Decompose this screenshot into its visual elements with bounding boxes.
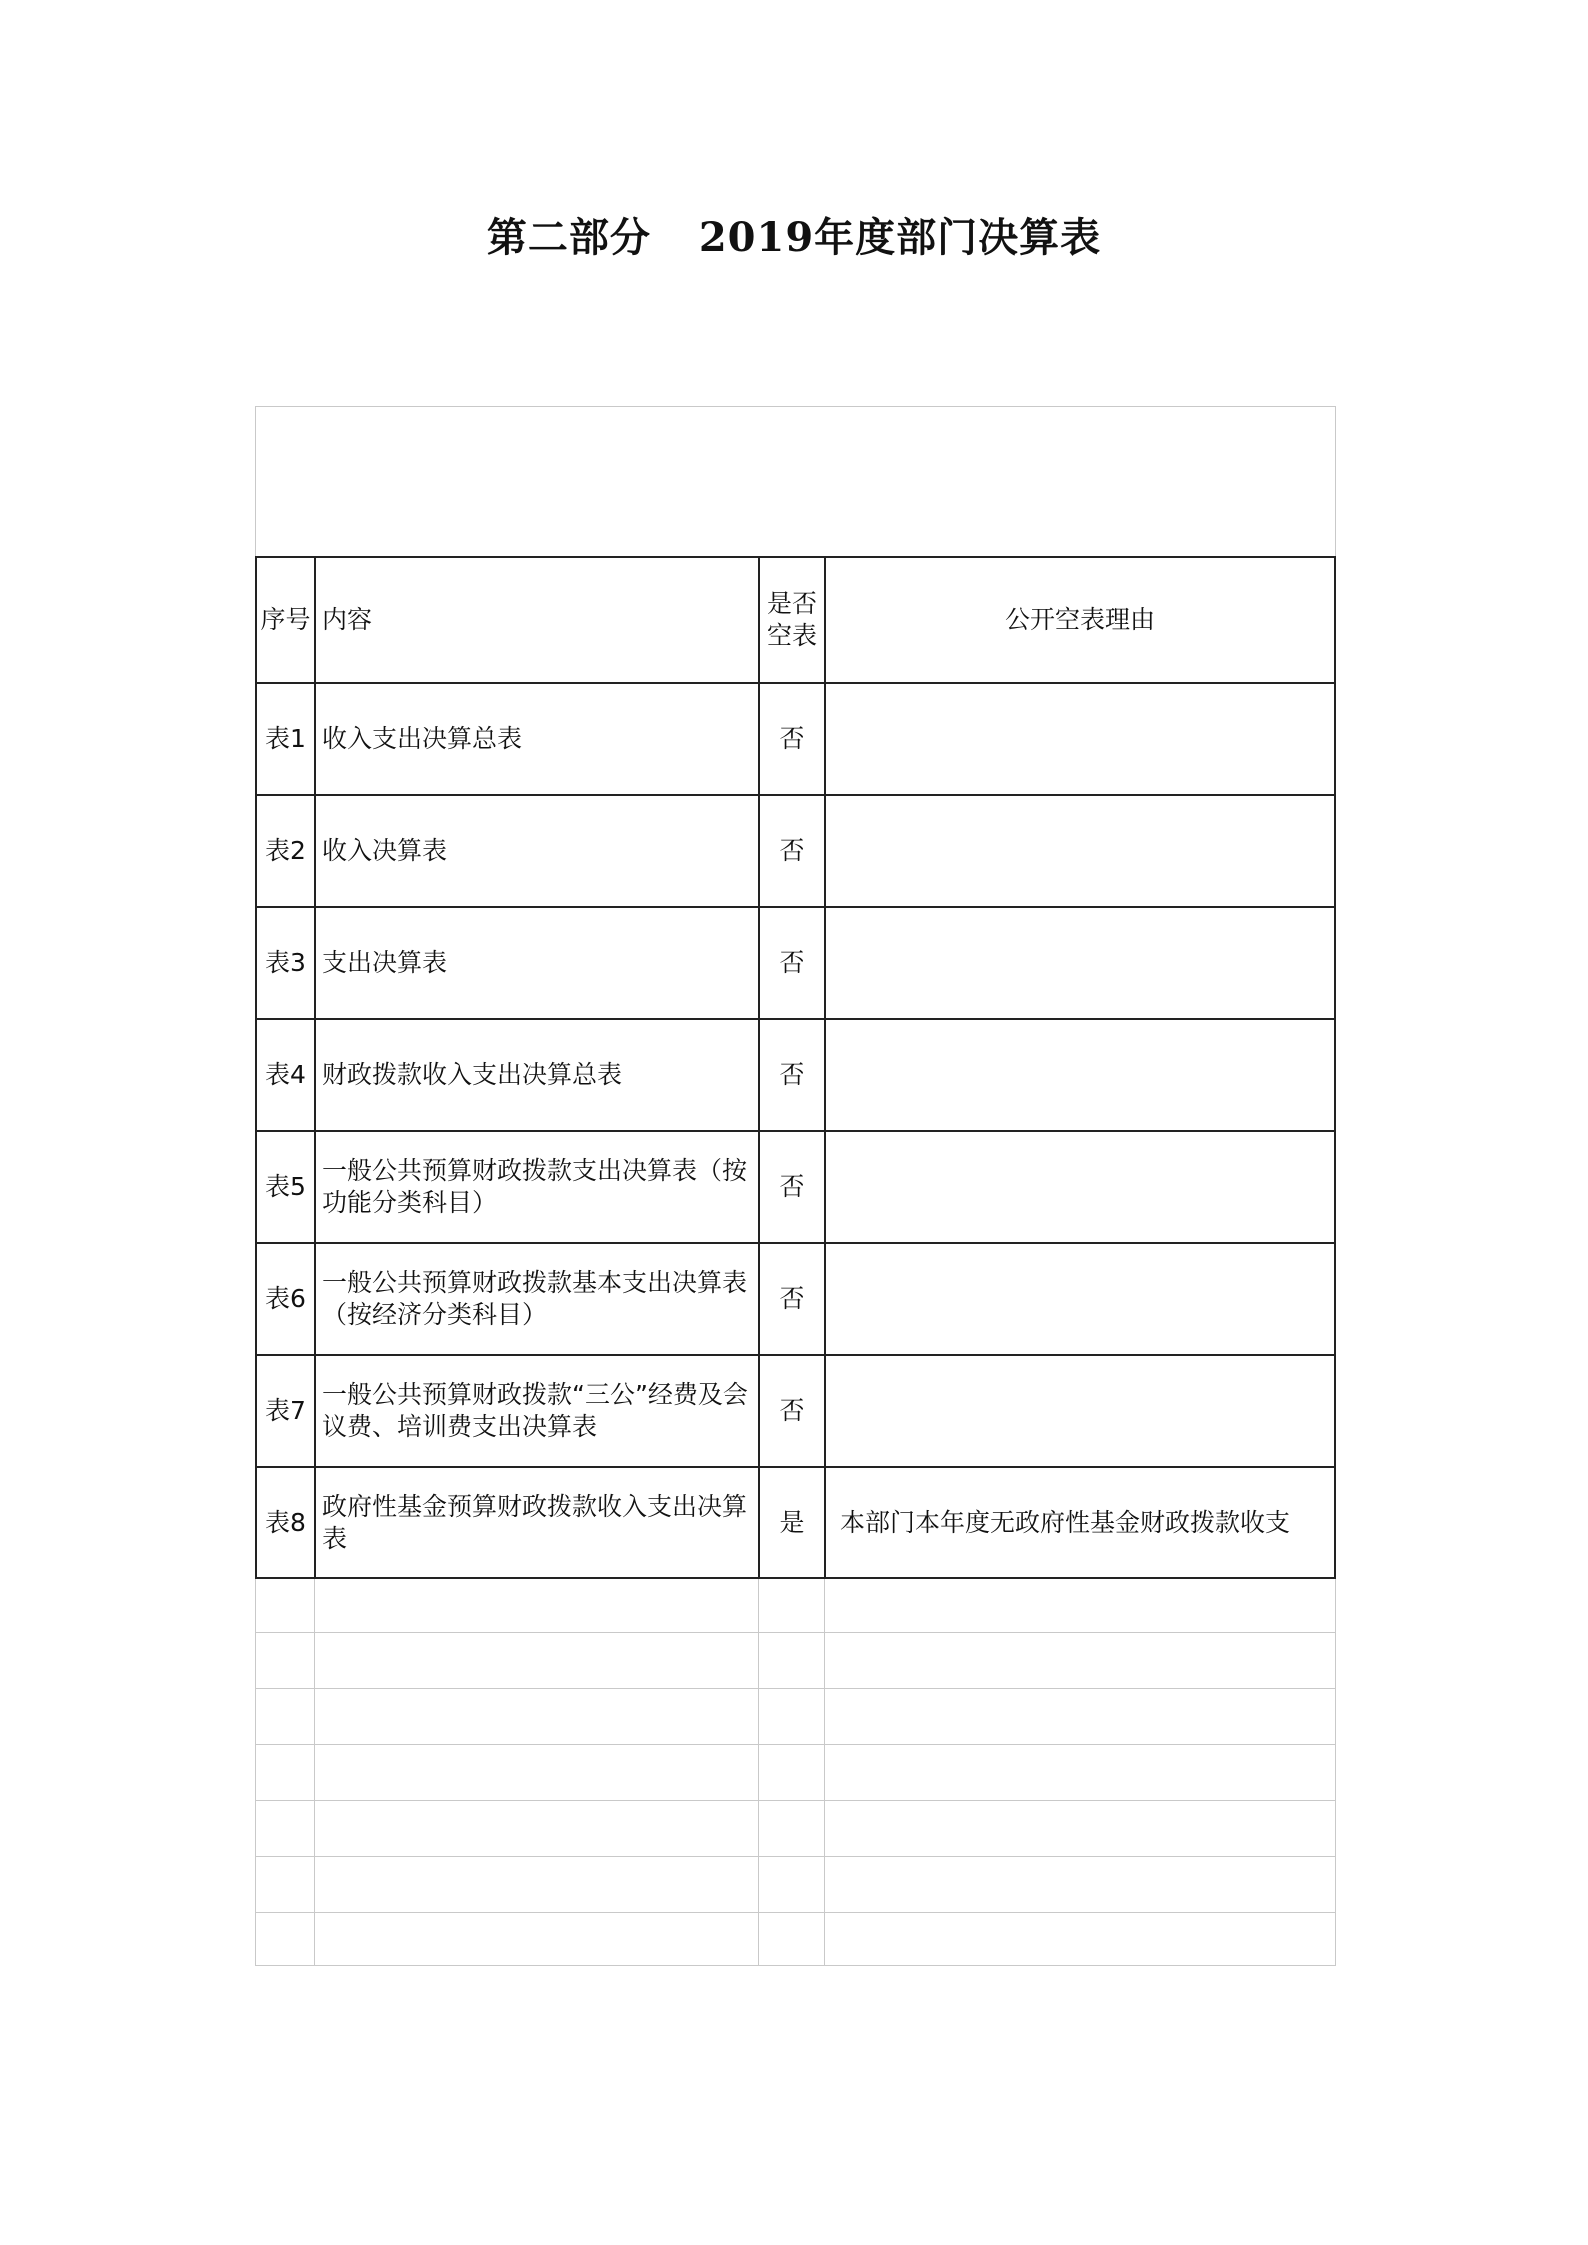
row-index: 表1	[265, 724, 306, 753]
table-right-border	[1334, 556, 1336, 1579]
row-is-empty: 是	[779, 1507, 805, 1537]
header-reason: 公开空表理由	[1004, 605, 1155, 634]
row-is-empty: 否	[779, 1172, 805, 1201]
row-index: 表2	[265, 836, 306, 865]
empty-row-line	[255, 1688, 1336, 1689]
row-is-empty: 否	[779, 1284, 805, 1313]
empty-row-line	[255, 1632, 1336, 1633]
row-is-empty: 否	[779, 836, 805, 865]
row-index: 表6	[265, 1284, 306, 1313]
empty-row-line	[255, 1744, 1336, 1745]
row-content: 支出决算表	[322, 948, 448, 977]
empty-col-line	[314, 1578, 315, 1966]
row-content: 收入支出决算总表	[322, 724, 523, 753]
row-reason	[826, 1244, 1334, 1354]
empty-row-line	[255, 1912, 1336, 1913]
row-reason	[826, 1132, 1334, 1242]
row-reason	[826, 1020, 1334, 1130]
row-is-empty: 否	[779, 948, 805, 977]
sheet-bottom-border	[255, 1965, 1336, 1966]
row-content: 一般公共预算财政拨款“三公”经费及会议费、培训费支出决算表	[322, 1380, 748, 1441]
empty-col-line	[824, 1578, 825, 1966]
row-index: 表4	[265, 1060, 306, 1089]
empty-row-line	[255, 1800, 1336, 1801]
row-is-empty: 否	[779, 1396, 805, 1425]
row-is-empty: 否	[779, 1060, 805, 1089]
title-part: 第二部分	[486, 214, 651, 261]
row-index: 表5	[265, 1172, 306, 1201]
row-reason: 本部门本年度无政府性基金财政拨款收支	[840, 1507, 1291, 1537]
row-content: 一般公共预算财政拨款基本支出决算表（按经济分类科目）	[322, 1268, 748, 1329]
row-content: 一般公共预算财政拨款支出决算表（按功能分类科目）	[322, 1156, 748, 1217]
table-bottom-border	[255, 1577, 1336, 1579]
row-is-empty: 否	[779, 724, 805, 753]
sheet-top-border	[255, 406, 1336, 407]
row-reason	[826, 684, 1334, 794]
row-index: 表3	[265, 948, 306, 977]
row-content: 收入决算表	[322, 836, 448, 865]
budget-table	[255, 406, 1336, 1966]
page-title	[0, 206, 1588, 263]
header-content: 内容	[322, 605, 373, 634]
row-reason	[826, 1356, 1334, 1466]
empty-row-line	[255, 1856, 1336, 1857]
row-reason	[826, 796, 1334, 906]
row-index: 表7	[265, 1396, 306, 1425]
title-name: 2019年度部门决算表	[698, 214, 1102, 261]
header-is-empty: 是否空表	[766, 589, 817, 650]
empty-col-line	[758, 1578, 759, 1966]
row-content: 财政拨款收入支出决算总表	[322, 1060, 623, 1089]
row-reason	[826, 908, 1334, 1018]
row-content: 政府性基金预算财政拨款收入支出决算表	[322, 1491, 748, 1553]
row-index: 表8	[265, 1507, 306, 1537]
header-index: 序号	[260, 605, 311, 634]
